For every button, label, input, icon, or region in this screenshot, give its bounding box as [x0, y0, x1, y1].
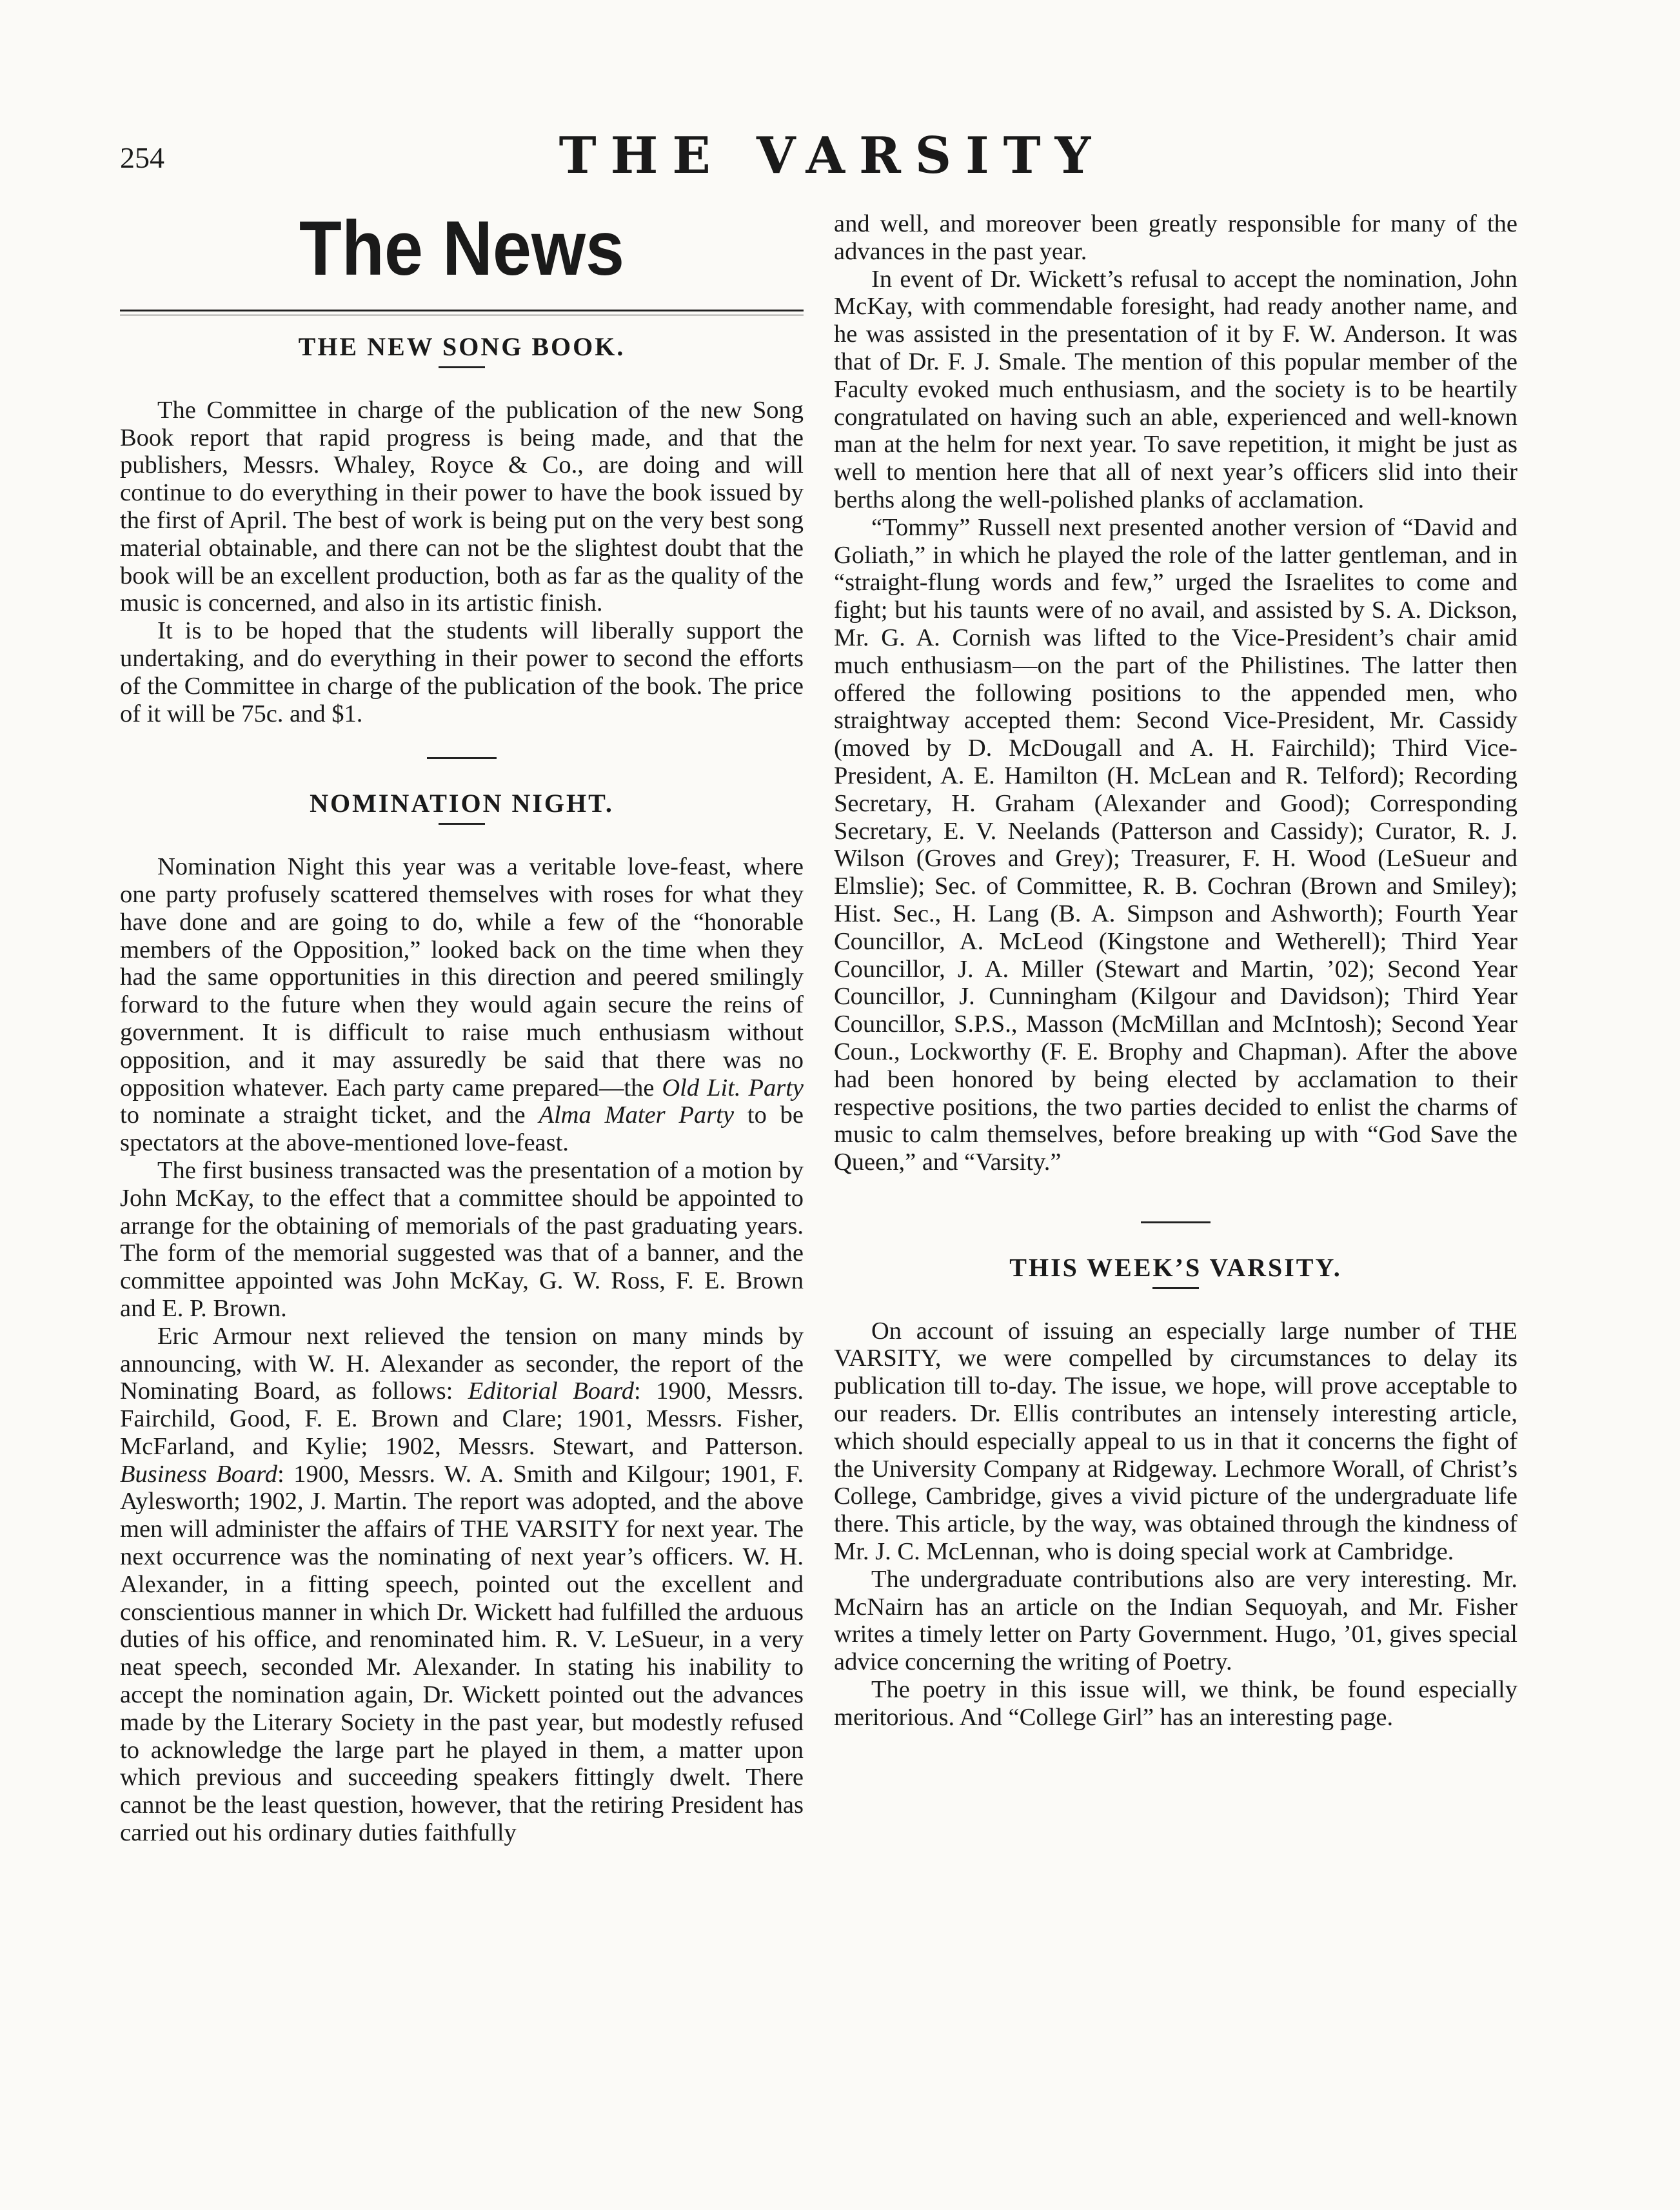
nomination-paragraph: [120, 1323, 804, 1847]
title-dash: [439, 823, 485, 825]
section-divider: [427, 757, 497, 759]
text-run: : 1900, Messrs. Fairchild, Good, F. E. Brown and Clare; 1901, Messrs. Fisher, McFarland, and Kylie; 1902, Messrs. Stewart, and Patterson.: [120, 1377, 804, 1460]
nomination-paragraph: The first business transacted was the presentation of a motion by John McKay, to the effect that a committee should be appointed to arrange for the obtaining of memorials of the past graduating years. The form of the memorial suggested was that of a banner, and the committee appointed was John McKay, G. W. Ross, F. E. Brown and E. P. Brown.: [120, 1156, 804, 1322]
party-name: Alma Mater Party: [539, 1101, 735, 1129]
this-week-paragraph: On account of issuing an especially large number of THE VARSITY, we were compelled by circumstances to delay its publication till to-day. The issue, we hope, will prove acceptable to our readers. Dr. Ellis contributes an intensely interesting article, which should especially appeal to us in that it concerns the fight of the University Company at Ridgeway. Lechmore Worall, of Christ’s College, Cambridge, gives a vivid picture of the undergraduate life there. This article, by the way, was obtained through the kindness of Mr. J. C. McLennan, who is doing special work at Cambridge.: [834, 1317, 1517, 1566]
nomination-paragraph: [120, 853, 804, 1157]
nomination-paragraph: In event of Dr. Wickett’s refusal to accept the nomination, John McKay, with commendable foresight, had ready another name, and he was assisted in the presentation of it by F. W. Anderson. It was that of Dr. F. J. Smale. The mention of this popular member of the Faculty evoked much enthusiasm, and the society is to be heartily congratulated on having such an able, experienced and well-known man at the helm for next year. To save repetition, it might be just as well to mention here that all of next year’s officers slid into their berths along the well-polished planks of acclamation.: [834, 265, 1517, 513]
text-run: : 1900, Messrs. W. A. Smith and Kilgour; 1901, F. Aylesworth; 1902, J. Martin. The report was adopted, and the above men will administer the affairs of THE VARSITY for next year. The next occurrence was the nominating of next year’s officers. W. H. Alexander, in a fitting speech, pointed out the excellent and conscientious manner in which Dr. Wickett had fulfilled the arduous duties of his office, and renominated him. R. V. LeSueur, in a very neat speech, seconded Mr. Alexander. In stating his inability to accept the nomination again, Dr. Wickett pointed out the advances made by the Literary Society in the past year, but modestly refused to acknowledge the large part he played in them, a matter upon which previous and succeeding speakers fittingly dwelt. There cannot be the least question, however, that the retiring President has carried out his ordinary duties faithfully: [120, 1460, 804, 1847]
title-rule: [120, 310, 804, 315]
board-name: Business Board: [120, 1460, 278, 1488]
text-run: to be spectators at the above-mentioned love-feast.: [120, 1101, 804, 1157]
text-run: Nomination Night this year was a veritable love-feast, where one party profusely scattered themselves with roses for what they have done and are going to do, while a few of the “honorable members of the Opposition,” looked back on the time when they had the same opportunities in this direction and peered smilingly forward to the future when they would again secure the reins of government. It is difficult to raise much enthusiasm without opposition, and it may assuredly be said that there was no opposition whatever. Each party came prepared—the: [120, 853, 804, 1101]
party-name: Old Lit. Party: [662, 1074, 804, 1101]
nomination-title: NOMINATION NIGHT.: [310, 789, 614, 818]
text-run: to nominate a straight ticket, and the: [120, 1101, 526, 1129]
nomination-paragraph: “Tommy” Russell next presented another version of “David and Goliath,” in which he played the role of the latter gentleman, and in “straight-flung words and few,” urged the Israelites to come and fight; but his taunts were of no avail, and assisted by S. A. Dickson, Mr. G. A. Cornish was lifted to the Vice-President’s chair amid much enthusiasm—on the part of the Philistines. The latter then offered the following positions to the appended men, who straightway accepted them: Second Vice-President, Mr. Cassidy (moved by D. McDougall and A. H. Fairchild); Third Vice-President, A. E. Hamilton (H. McLean and R. Telford); Recording Secretary, H. Graham (Alexander and Good); Corresponding Secretary, E. V. Neelands (Patterson and Cassidy); Curator, R. J. Wilson (Groves and Grey); Treasurer, F. H. Wood (LeSueur and Elmslie); Sec. of Committee, R. B. Cochran (Brown and Smiley); Hist. Sec., H. Lang (B. A. Simpson and Ashworth); Fourth Year Councillor, A. McLeod (Kingstone and Wetherell); Third Year Councillor, J. A. Miller (Stewart and Martin, ’02); Second Year Councillor, J. Cunningham (Kilgour and Davidson); Third Year Councillor, S.P.S., Masson (McMillan and McIntosh); Second Year Coun., Lockworthy (F. E. Brophy and Chapman). After the above had been honored by being elected by acclamation to their respective positions, the two parties decided to enlist the charms of music to calm themselves, before breaking up with “God Save the Queen,” and “Varsity.”: [834, 513, 1517, 1176]
song-book-title: THE NEW SONG BOOK.: [298, 332, 626, 361]
song-book-paragraph: The Committee in charge of the publication of the new Song Book report that rapid progress is being made, and that the publishers, Messrs. Whaley, Royce & Co., are doing and will continue to do everything in their power to have the book issued by the first of April. The best of work is being put on the very best song material obtainable, and there can not be the slightest doubt that the book will be an excellent production, both as far as the quality of the music is concerned, and also in its artistic finish.: [120, 396, 804, 617]
title-dash: [1152, 1287, 1199, 1289]
right-column: [834, 210, 1517, 1731]
text-run: Eric Armour next relieved the tension on many minds by announcing, with W. H. Alexander as seconder, the report of the Nominating Board, as follows:: [120, 1322, 804, 1405]
this-week-paragraph: The poetry in this issue will, we think, be found especially meritorious. And “College Girl” has an interesting page.: [834, 1676, 1517, 1731]
this-week-paragraph: The undergraduate contributions also are very interesting. Mr. McNairn has an article on the Indian Sequoyah, and Mr. Fisher writes a timely letter on Party Government. Hugo, ’01, gives special advice concerning the writing of Poetry.: [834, 1565, 1517, 1676]
this-week-title: THIS WEEK’S VARSITY.: [1009, 1252, 1342, 1282]
news-title: The News: [299, 205, 625, 291]
board-name: Editorial Board: [468, 1377, 635, 1405]
left-column: [120, 206, 804, 1847]
song-book-paragraph: It is to be hoped that the students will liberally support the undertaking, and do everything in their power to second the efforts of the Committee in charge of the publication of the book. The price of it will be 75c. and $1.: [120, 617, 804, 727]
nomination-paragraph-continued: and well, and moreover been greatly responsible for many of the advances in the past year.: [834, 210, 1517, 265]
page-number: 254: [120, 141, 164, 174]
masthead: THE VARSITY: [558, 126, 1105, 185]
title-dash: [439, 366, 485, 368]
section-divider: [1141, 1221, 1211, 1223]
